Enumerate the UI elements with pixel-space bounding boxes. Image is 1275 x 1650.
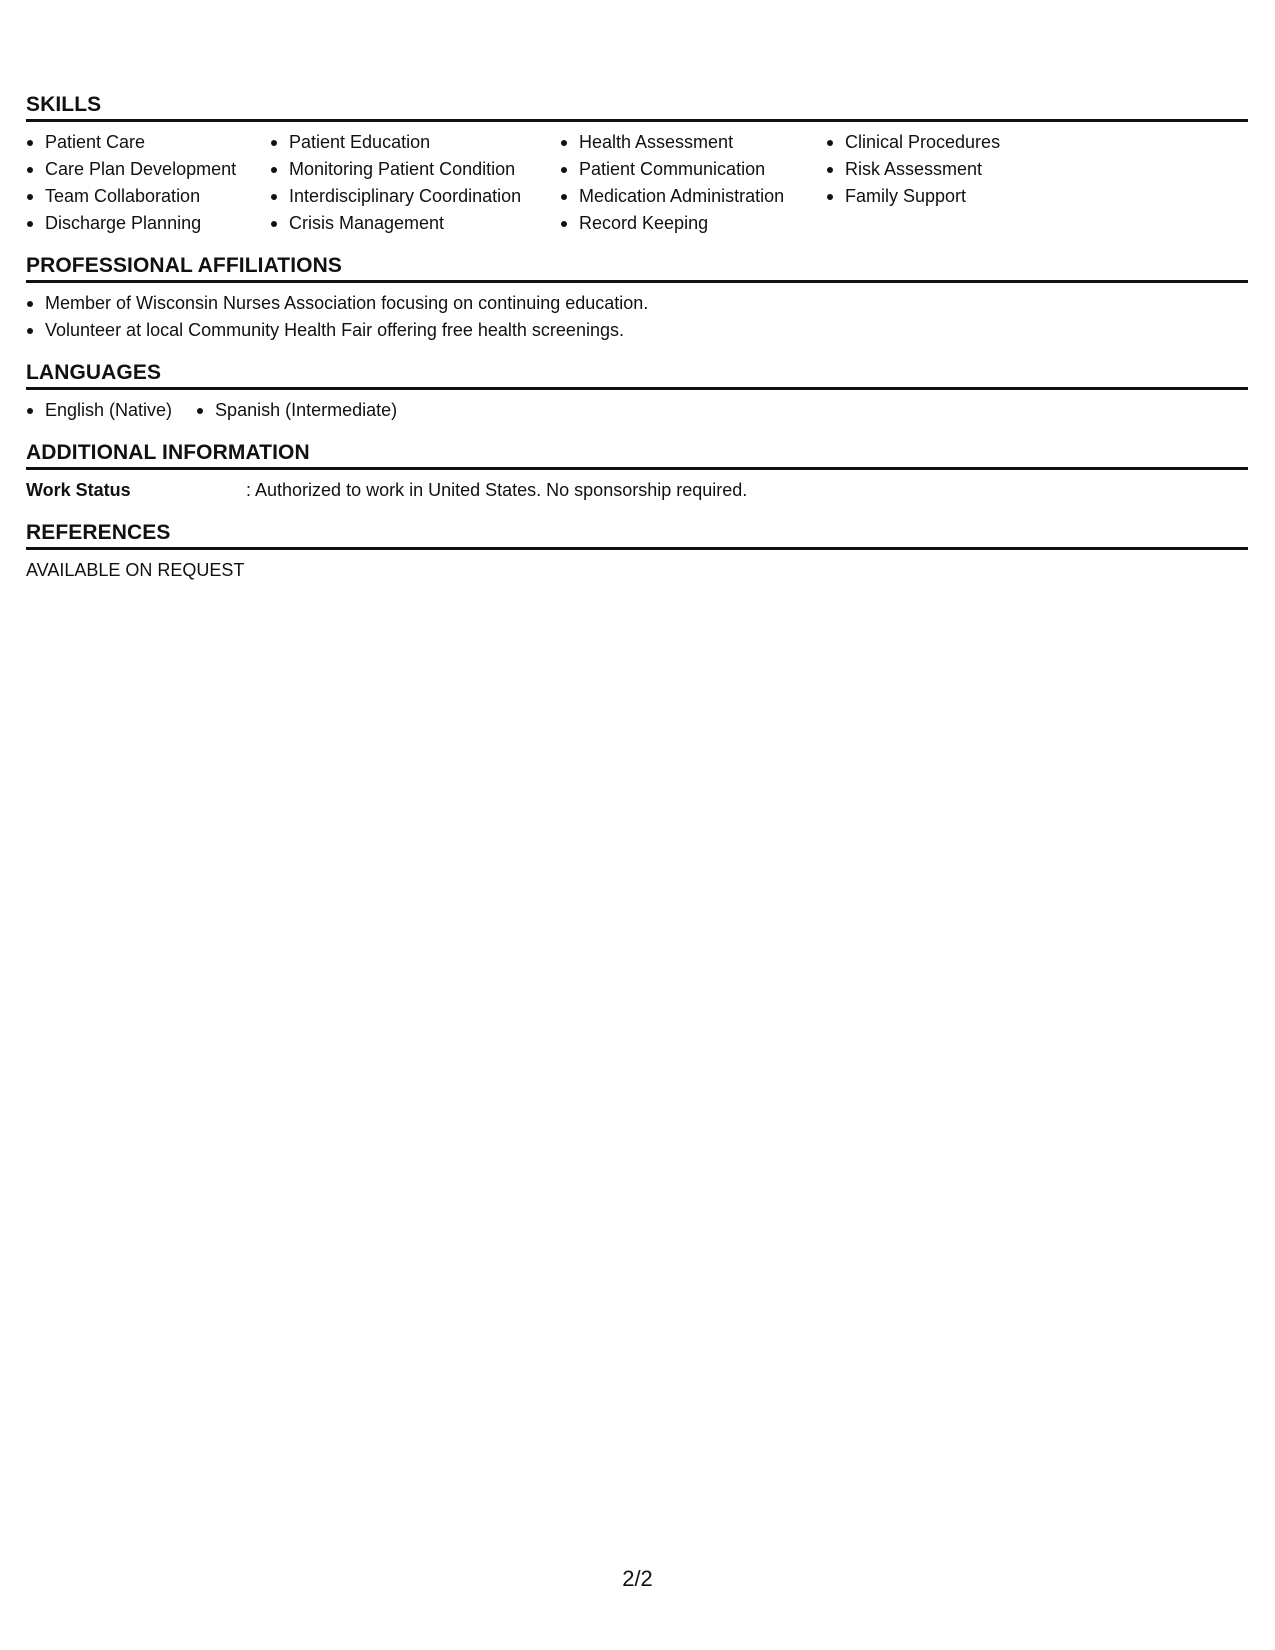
skill-item: Patient Communication (560, 156, 826, 183)
languages-section (26, 360, 1248, 424)
skills-section (26, 92, 1248, 237)
skill-item: Family Support (826, 183, 1086, 210)
references-heading: REFERENCES (26, 520, 1248, 550)
skill-item: Clinical Procedures (826, 129, 1086, 156)
references-section (26, 520, 1248, 584)
skills-column-2 (270, 129, 560, 237)
work-status-value: : Authorized to work in United States. No sponsorship required. (246, 480, 748, 500)
skill-item: Interdisciplinary Coordination (270, 183, 560, 210)
affiliation-item: Volunteer at local Community Health Fair offering free health screenings. (26, 317, 1248, 344)
skills-column-4 (826, 129, 1086, 237)
affiliations-section (26, 253, 1248, 344)
skills-column-3 (560, 129, 826, 237)
languages-list (26, 397, 1248, 424)
skill-item: Team Collaboration (26, 183, 270, 210)
skill-item: Patient Care (26, 129, 270, 156)
resume-page (26, 92, 1248, 600)
skill-item: Health Assessment (560, 129, 826, 156)
additional-info-heading: ADDITIONAL INFORMATION (26, 440, 1248, 470)
affiliation-item: Member of Wisconsin Nurses Association focusing on continuing education. (26, 290, 1248, 317)
skill-item: Record Keeping (560, 210, 826, 237)
references-text: AVAILABLE ON REQUEST (26, 560, 245, 580)
language-item: English (Native) (26, 397, 172, 424)
affiliations-list (26, 290, 1248, 344)
work-status-row (26, 477, 1248, 504)
skill-item: Medication Administration (560, 183, 826, 210)
page-number: 2/2 (622, 1566, 653, 1591)
skill-item: Care Plan Development (26, 156, 270, 183)
skills-heading: SKILLS (26, 92, 1248, 122)
skills-grid (26, 129, 1248, 237)
skill-item: Patient Education (270, 129, 560, 156)
skill-item: Monitoring Patient Condition (270, 156, 560, 183)
skill-item: Crisis Management (270, 210, 560, 237)
affiliations-heading: PROFESSIONAL AFFILIATIONS (26, 253, 1248, 283)
skill-item: Discharge Planning (26, 210, 270, 237)
skills-column-1 (26, 129, 270, 237)
work-status-label: Work Status (26, 480, 131, 500)
languages-heading: LANGUAGES (26, 360, 1248, 390)
skill-item: Risk Assessment (826, 156, 1086, 183)
additional-info-section (26, 440, 1248, 504)
language-item: Spanish (Intermediate) (196, 397, 397, 424)
